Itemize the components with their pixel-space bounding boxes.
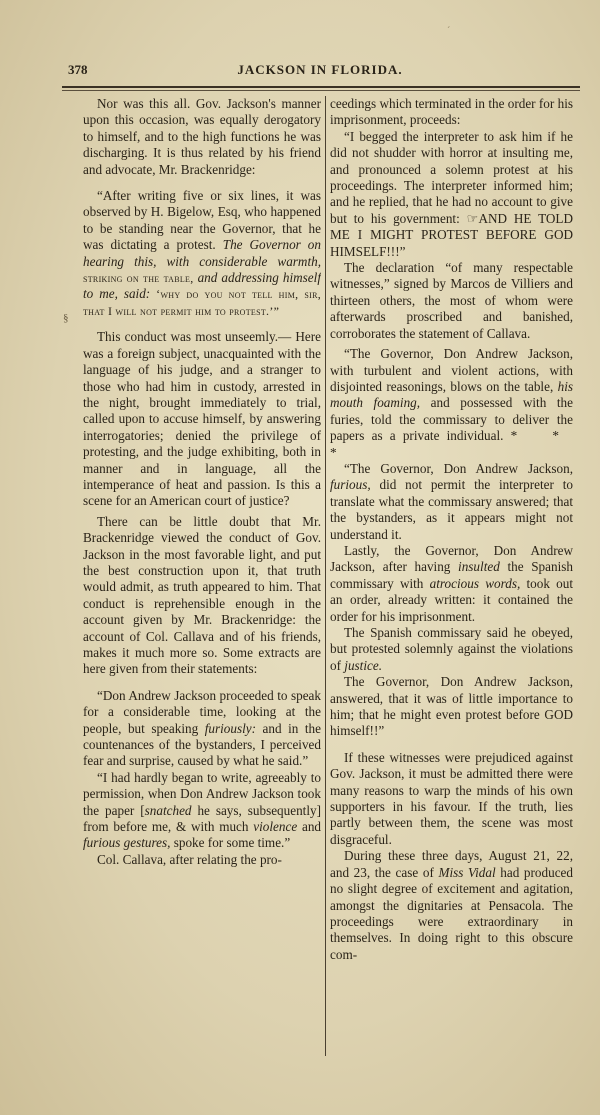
quote-text: the Spanish commissary with <box>330 559 573 591</box>
quote-italic: his mouth foaming, <box>330 378 573 411</box>
quote-italic: furiously: <box>204 720 257 736</box>
quote-text: and possessed with the furies, told the commissary to deliver the papers as a private individual. <box>330 395 573 444</box>
quote-italic: snatched <box>144 802 192 818</box>
paragraph-italic: Miss Vidal <box>438 864 496 880</box>
quote-italic: furious, <box>330 477 371 493</box>
asterisks: * * * <box>330 428 573 460</box>
quote-caps: AND HE TOLD ME I MIGHT PROTEST BEFORE GOD HIMSELF!!!” <box>330 210 573 259</box>
quote-text: “The Governor, Don Andrew Jackson, <box>344 460 573 476</box>
quote-bigelow <box>83 188 321 319</box>
margin-mark: § <box>63 312 69 324</box>
quote-text: took out an order, already written: it contained the order for his imprisonment. <box>330 575 573 624</box>
running-title: JACKSON IN FLORIDA. <box>237 62 403 77</box>
quote-declaration-5: The Governor, Don Andrew Jackson, answered, that it was of little importance to him; that he might even protest before GOD himself!!” <box>330 674 573 739</box>
quote-text: “The Governor, Don Andrew Jackson, with turbulent and violent actions, with disjointed reasonings, blows on the table, <box>330 346 573 394</box>
page-number: 378 <box>68 62 88 77</box>
quote-text: “Don Andrew Jackson proceeded to speak for a considerable time, looking at the people, but speaking <box>83 687 321 736</box>
paragraph: If these witnesses were prejudiced against Gov. Jackson, it must be admitted there were many reasons to warp the minds of his own supporters in his favour. If the truth, lies partly between them, the scene was most disgraceful. <box>330 749 573 847</box>
quote-italic: The Governor on hearing this, with considerable warmth, <box>83 237 321 269</box>
quote-italic: atrocious words, <box>429 575 521 591</box>
quote-text: “I had hardly began to write, agreeably to permission, when Don Andrew Jackson took the paper [ <box>83 769 321 818</box>
quote-italic: insulted <box>458 559 500 575</box>
page-header <box>60 62 580 84</box>
quote-text: “After writing five or six lines, it was observed by H. Bigelow, Esq, who happened to be standing near the Governor, that he was dictating a protest. <box>83 188 321 253</box>
quote-italic: violence <box>253 819 298 835</box>
quote-italic: justice. <box>344 657 383 673</box>
quote-text: spoke for some time.” <box>173 835 291 851</box>
header-rule <box>62 86 580 88</box>
quote-italic: and addressing himself to me, said: <box>83 270 321 302</box>
quote-text: The Spanish commissary said he obeyed, but protested solemnly against the violations of <box>330 625 573 673</box>
column-divider <box>325 96 326 1056</box>
quote-text: did not permit the interpreter to translate what the commissary answered; that the bystanders, as it appears might not understand it. <box>330 477 573 542</box>
quote-text: and <box>301 819 321 835</box>
paragraph: Nor was this all. Gov. Jackson's manner upon this occasion, was equally derogatory to himself, and to the high functions he was discharging. It is thus related by his friend and advocate, Mr. Brackenridge: <box>83 96 321 177</box>
paragraph: The declaration “of many respectable witnesses,” signed by Marcos de Villiers and thirteen others, the most of whom were afterwards proscribed and banished, corroborates the statement of Callava. <box>330 260 573 341</box>
quote-declaration-3 <box>330 543 573 625</box>
quote-interpreter <box>330 129 573 260</box>
paragraph-text: had produced no slight degree of excitement and agitation, amongst the dignitaries at Pensacola. The proceedings were extraordinary in themselves. In doing right to this obscure com- <box>330 864 573 962</box>
quote-italic: furious gestures, <box>83 835 171 851</box>
quote-text: he says, subsequently] from before me, & with much <box>83 802 321 835</box>
quote-text: Lastly, the Governor, Don Andrew Jackson, after having <box>330 542 573 575</box>
quote-declaration-2 <box>330 461 573 543</box>
right-column <box>330 96 573 1081</box>
paragraph: There can be little doubt that Mr. Brackenridge viewed the conduct of Gov. Jackson in the most favorable light, and put the best construction upon it, that truth would admit, as truth appeared to him. That conduct is reprehensible enough in the account given by Mr. Brackenridge: the account of Col. Callava and of his friends, makes it much more so. Some extracts are here given from their statements: <box>83 513 321 677</box>
paragraph-vidal <box>330 848 573 963</box>
header-rule-thin <box>62 90 580 91</box>
quote-text: and in the countenances of the bystanders, I perceived fear and surprise, caused by what he said.” <box>83 720 321 769</box>
paragraph: ceedings which terminated in the order for his imprisonment, proceeds: <box>330 96 573 128</box>
paragraph: Col. Callava, after relating the pro- <box>97 851 282 867</box>
quote-callava-1 <box>83 688 321 770</box>
left-column <box>83 96 321 1081</box>
quote-smallcaps: striking on the table, <box>83 271 194 286</box>
quote-smallcaps: ‘why do you not tell him, sir, that I will not permit him to protest.’” <box>83 287 321 318</box>
quote-declaration-4 <box>330 625 573 674</box>
quote-text: “I begged the interpreter to ask him if he did not shudder with horror at insulting me, and pronounced a solemn protest at his proceedings. The interpreter informed him; and he replied, that he had no account to give but to his government: <box>330 128 573 226</box>
quote-declaration-1 <box>330 346 573 461</box>
paragraph-text: During these three days, August 21, 22, and 23, the case of <box>330 848 573 880</box>
pointing-hand-icon: ☞ <box>466 210 479 226</box>
paragraph: This conduct was most unseemly.— Here was a foreign subject, unacquainted with the language of his judge, and a stranger to those who had him in custody, arrested in the night, brought immediately to trial, called upon to accuse himself, by answering interrogatories; denied the privilege of protesting, and the judge exhibiting, both in manner and in language, all the intemperance of heat and passion. Is this a scene for an American court of justice? <box>83 329 321 509</box>
quote-callava-2 <box>83 770 321 852</box>
corner-mark: ´ <box>447 26 451 37</box>
